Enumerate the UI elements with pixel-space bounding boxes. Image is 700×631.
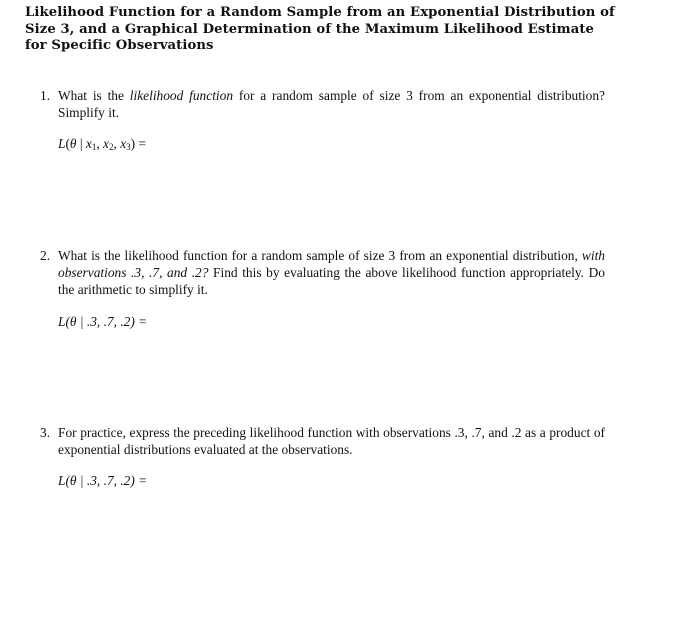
eq1-open: ( — [65, 136, 70, 151]
question-1-emphasis: likelihood function — [129, 88, 234, 103]
eq1-comma2: , — [113, 136, 121, 151]
question-1-text-after: for a random sample of size 3 from an exponential distribution? Simplify it. — [58, 88, 605, 120]
eq1-x2: x — [103, 136, 109, 151]
eq1-close: ) — [130, 136, 136, 151]
eq1-theta: θ — [69, 136, 77, 151]
question-2-text-before: What is the likelihood function for a random sample of size 3 from an exponential distribution, — [58, 248, 582, 263]
question-1 — [40, 87, 605, 121]
question-2-text-after: Find this by evaluating the above likelihood function appropriately. Do the arithmetic to simplify it. — [58, 265, 605, 297]
eq1-fn: L — [58, 136, 66, 151]
question-2-equation: L(θ | .3, .7, .2) = — [58, 314, 148, 329]
question-3-text: For practice, express the preceding likelihood function with observations .3, .7, and .2 as a product of exponential distributions evaluated at the observations. — [58, 425, 605, 457]
eq1-sub3: 3 — [126, 142, 131, 152]
page-title: Likelihood Function for a Random Sample from an Exponential Distribution of Size 3, and a Graphical Determination of the Maximum Likelihood Estimate for Specific Observations — [25, 5, 615, 53]
question-1-equation — [58, 135, 146, 152]
eq1-sub1: 1 — [91, 142, 97, 152]
eq1-x3: x — [120, 136, 127, 151]
question-2-text — [58, 247, 605, 298]
question-2 — [40, 247, 605, 298]
eq1-x1: x — [85, 136, 92, 151]
question-2-emphasis: with observations .3, .7, and .2? — [58, 248, 605, 280]
eq1-bar: | — [76, 136, 86, 151]
eq1-equals: = — [135, 136, 147, 151]
eq1-comma1: , — [96, 136, 104, 151]
question-2-number: 2. — [40, 248, 51, 263]
question-1-text — [58, 87, 605, 121]
question-3 — [40, 424, 605, 458]
question-3-number: 3. — [40, 425, 51, 440]
eq1-sub2: 2 — [109, 142, 114, 152]
question-1-number: 1. — [40, 88, 51, 103]
question-1-text-before: What is the — [58, 88, 130, 103]
question-3-equation: L(θ | .3, .7, .2) = — [58, 473, 148, 488]
